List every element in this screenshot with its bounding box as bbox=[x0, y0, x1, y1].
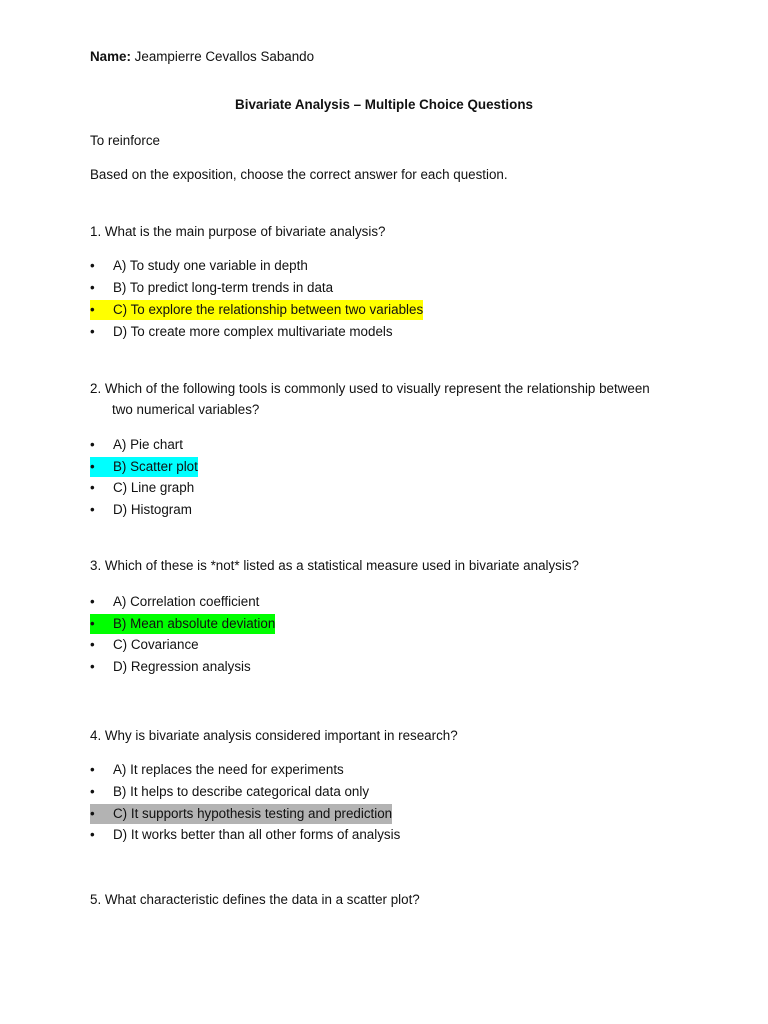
option-text: A) Correlation coefficient bbox=[113, 594, 260, 609]
bullet: • bbox=[90, 637, 95, 652]
bullet: • bbox=[90, 616, 95, 631]
bullet: • bbox=[90, 459, 95, 474]
bullet: • bbox=[90, 437, 95, 452]
option-text: A) Pie chart bbox=[113, 437, 183, 452]
question-3-option-a bbox=[90, 592, 259, 612]
question-2-option-b-highlighted bbox=[90, 457, 198, 477]
question-3-option-d bbox=[90, 657, 251, 677]
question-4: 4. Why is bivariate analysis considered important in research? bbox=[90, 728, 458, 743]
question-5: 5. What characteristic defines the data in a scatter plot? bbox=[90, 892, 420, 907]
bullet: • bbox=[90, 280, 95, 295]
question-4-option-a bbox=[90, 760, 344, 780]
option-text: D) To create more complex multivariate models bbox=[113, 324, 393, 339]
question-2-option-c bbox=[90, 478, 194, 498]
name-label: Name: bbox=[90, 49, 131, 64]
option-text: B) Scatter plot bbox=[113, 459, 198, 474]
question-2-text: 2. Which of the following tools is commonly used to visually represent the relationship between bbox=[90, 381, 650, 396]
student-name: Jeampierre Cevallos Sabando bbox=[134, 49, 315, 64]
option-text: C) To explore the relationship between two variables bbox=[113, 302, 424, 317]
question-1-option-d bbox=[90, 322, 393, 342]
question-2 bbox=[90, 381, 650, 418]
instructions-text: Based on the exposition, choose the correct answer for each question. bbox=[90, 167, 508, 182]
bullet: • bbox=[90, 827, 95, 842]
bullet: • bbox=[90, 324, 95, 339]
question-1-option-c-highlighted bbox=[90, 300, 423, 320]
option-text: B) To predict long-term trends in data bbox=[113, 280, 334, 295]
question-1-option-b bbox=[90, 278, 333, 298]
option-text: A) To study one variable in depth bbox=[113, 258, 308, 273]
bullet: • bbox=[90, 806, 95, 821]
intro-text: To reinforce bbox=[90, 133, 160, 148]
question-2-text-cont: two numerical variables? bbox=[112, 402, 260, 418]
question-3-option-c bbox=[90, 635, 199, 655]
option-text: D) Histogram bbox=[113, 502, 192, 517]
question-1-option-a bbox=[90, 256, 308, 276]
question-4-option-c-highlighted bbox=[90, 804, 392, 824]
option-text: D) It works better than all other forms of analysis bbox=[113, 827, 401, 842]
question-4-option-d bbox=[90, 825, 400, 845]
bullet: • bbox=[90, 480, 95, 495]
name-line bbox=[90, 49, 314, 65]
question-1: 1. What is the main purpose of bivariate analysis? bbox=[90, 224, 386, 239]
option-text: C) Covariance bbox=[113, 637, 199, 652]
option-text: B) It helps to describe categorical data only bbox=[113, 784, 370, 799]
question-2-option-a bbox=[90, 435, 183, 455]
question-3-option-b-highlighted bbox=[90, 614, 275, 634]
question-4-option-b bbox=[90, 782, 369, 802]
option-text: A) It replaces the need for experiments bbox=[113, 762, 344, 777]
bullet: • bbox=[90, 594, 95, 609]
option-text: C) Line graph bbox=[113, 480, 195, 495]
question-3: 3. Which of these is *not* listed as a statistical measure used in bivariate analysis? bbox=[90, 558, 580, 573]
bullet: • bbox=[90, 502, 95, 517]
document-title: Bivariate Analysis – Multiple Choice Questions bbox=[235, 97, 533, 112]
bullet: • bbox=[90, 258, 95, 273]
option-text: B) Mean absolute deviation bbox=[113, 616, 276, 631]
bullet: • bbox=[90, 784, 95, 799]
option-text: C) It supports hypothesis testing and prediction bbox=[113, 806, 393, 821]
bullet: • bbox=[90, 762, 95, 777]
bullet: • bbox=[90, 659, 95, 674]
bullet: • bbox=[90, 302, 95, 317]
question-2-option-d bbox=[90, 500, 192, 520]
option-text: D) Regression analysis bbox=[113, 659, 251, 674]
